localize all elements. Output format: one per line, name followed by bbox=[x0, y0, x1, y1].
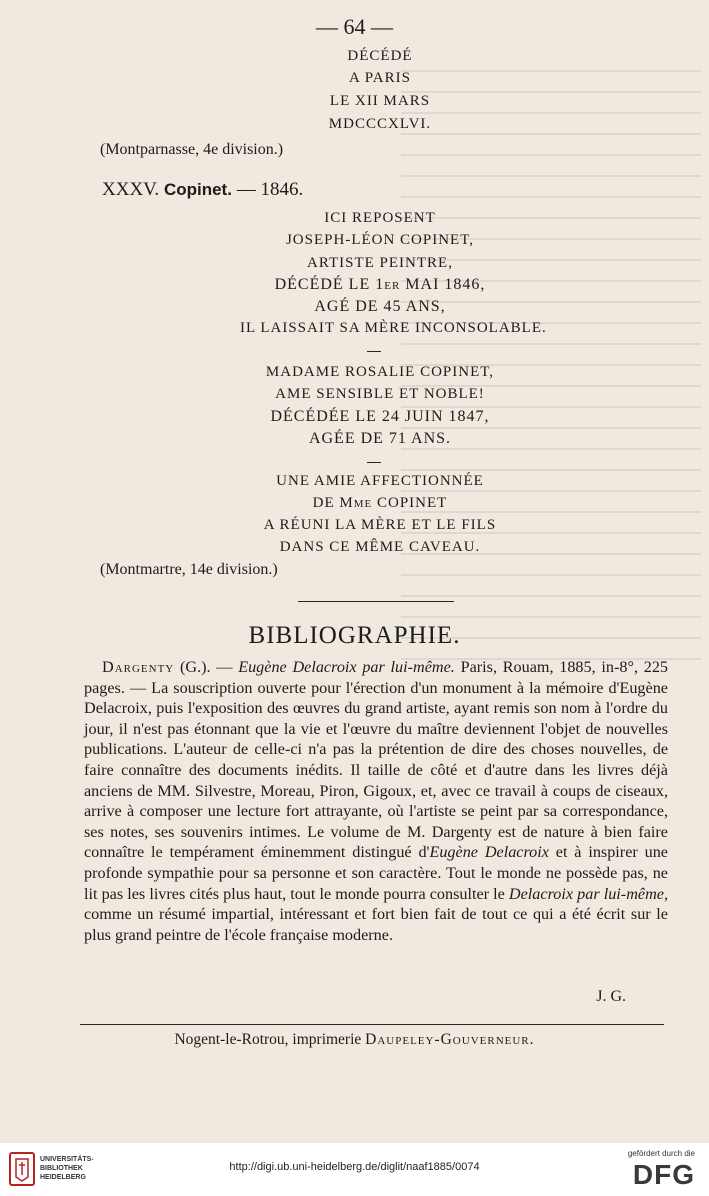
entry-number: XXXV. bbox=[102, 179, 160, 200]
epitaph-line: AGÉE DE 71 ANS. bbox=[308, 430, 452, 447]
separator-dash bbox=[367, 351, 381, 352]
review-italic: Eugène Delacroix bbox=[429, 843, 549, 862]
library-name-line: UNIVERSITÄTS- bbox=[40, 1156, 94, 1163]
epitaph-line: MADAME ROSALIE COPINET, bbox=[265, 364, 495, 380]
burial-location: (Montparnasse, 4e division.) bbox=[100, 141, 284, 158]
epitaph-line: DÉCÉDÉ bbox=[347, 48, 413, 64]
dfg-logo: DFG bbox=[632, 1159, 695, 1190]
printer-footer bbox=[0, 1031, 709, 1049]
epitaph-line: MDCCCXLVI. bbox=[328, 116, 432, 132]
burial-location: (Montmartre, 14e division.) bbox=[100, 561, 278, 578]
epitaph-line: DÉCÉDÉ LE 1er MAI 1846, bbox=[274, 276, 486, 293]
epitaph-line: AME SENSIBLE ET NOBLE! bbox=[275, 386, 485, 402]
section-rule bbox=[298, 601, 454, 602]
library-name-line: BIBLIOTHEK bbox=[40, 1165, 83, 1172]
review-text: et à inspirer une profonde sympathie pour sa personne et son caractère. Tout le monde ne possède pas, ne lit pas les livres cités plus haut, tout le monde pourra consulter le bbox=[84, 843, 668, 903]
printer-name: Daupeley-Gouverneur. bbox=[365, 1031, 535, 1048]
epitaph-line: DANS CE MÊME CAVEAU. bbox=[279, 539, 481, 555]
section-title: BIBLIOGRAPHIE. bbox=[248, 622, 461, 649]
entry-year: — 1846. bbox=[236, 179, 304, 200]
review-initial: (G.). — bbox=[179, 658, 233, 676]
review-signature: J. G. bbox=[596, 988, 626, 1005]
funding-caption: gefördert durch die bbox=[627, 1149, 695, 1158]
permalink-url[interactable]: http://digi.ub.uni-heidelberg.de/diglit/naaf1885/0074 bbox=[229, 1161, 480, 1173]
review-paragraph bbox=[84, 657, 668, 945]
epitaph-line: A PARIS bbox=[349, 70, 411, 86]
publication-info: Paris, Rouam, 1885, in-8°, 225 pages. bbox=[84, 658, 669, 697]
separator-dash bbox=[367, 462, 381, 463]
epitaph-line: JOSEPH-LÉON COPINET, bbox=[285, 232, 475, 248]
epitaph-line: IL LAISSAIT SA MÈRE INCONSOLABLE. bbox=[240, 320, 547, 336]
show-through-texture bbox=[401, 60, 701, 660]
review-text: , comme un résumé impartial, intéressant et fort bien fait de tout ce qui a été écrit sur le plus grand peintre de l'école française moderne. bbox=[84, 884, 668, 944]
epitaph-line: DÉCÉDÉE LE 24 JUIN 1847, bbox=[270, 408, 490, 425]
review-italic: Delacroix par lui-même bbox=[508, 884, 664, 903]
entry-name: Copinet. bbox=[163, 180, 232, 199]
epitaph-line: ARTISTE PEINTRE, bbox=[307, 255, 453, 271]
epitaph-line: UNE AMIE AFFECTIONNÉE bbox=[276, 473, 484, 489]
epitaph-line: ICI REPOSENT bbox=[324, 210, 436, 226]
library-name-line: HEIDELBERG bbox=[40, 1174, 86, 1181]
epitaph-line: DE Mme COPINET bbox=[312, 495, 448, 511]
printer-text: Nogent-le-Rotrou, imprimerie bbox=[174, 1031, 362, 1048]
epitaph-line: AGÉ DE 45 ANS, bbox=[314, 298, 446, 315]
page-number: — 64 — bbox=[316, 14, 393, 39]
footer-rule bbox=[80, 1024, 664, 1025]
viewer-footer-bar bbox=[0, 1143, 709, 1196]
epitaph-line: LE XII MARS bbox=[329, 93, 431, 109]
review-text: — La souscription ouverte pour l'érection d'un monument à la mémoire d'Eugène Delacroix, puis l'exposition des œuvres du grand artiste, ayant remis son nom à l'ordre du jour, il n'est pas étonnant que la vie et l'œuvre du maître deviennent l'objet de nouvelles publications. L'auteur de celle-ci n'a pas la prétention de dire des choses nouvelles, de faire connaître des documents inédits. Il taille de côté et d'autre dans les livres déjà anciens de MM. Silvestre, Moreau, Piron, Gigoux, et, avec ce travail à coups de ciseaux, arrive à composer une lecture fort attrayante, où l'artiste se peint par sa correspondance, ses notes, ses souvenirs intimes. Le volume de M. Dargenty est de nature à bien faire connaître le tempérament éminemment distingué d' bbox=[84, 678, 668, 862]
entry-heading bbox=[102, 179, 303, 201]
epitaph-line: A RÉUNI LA MÈRE ET LE FILS bbox=[263, 517, 497, 533]
review-author: Dargenty bbox=[102, 658, 175, 676]
book-title: Eugène Delacroix par lui-même. bbox=[238, 658, 455, 676]
